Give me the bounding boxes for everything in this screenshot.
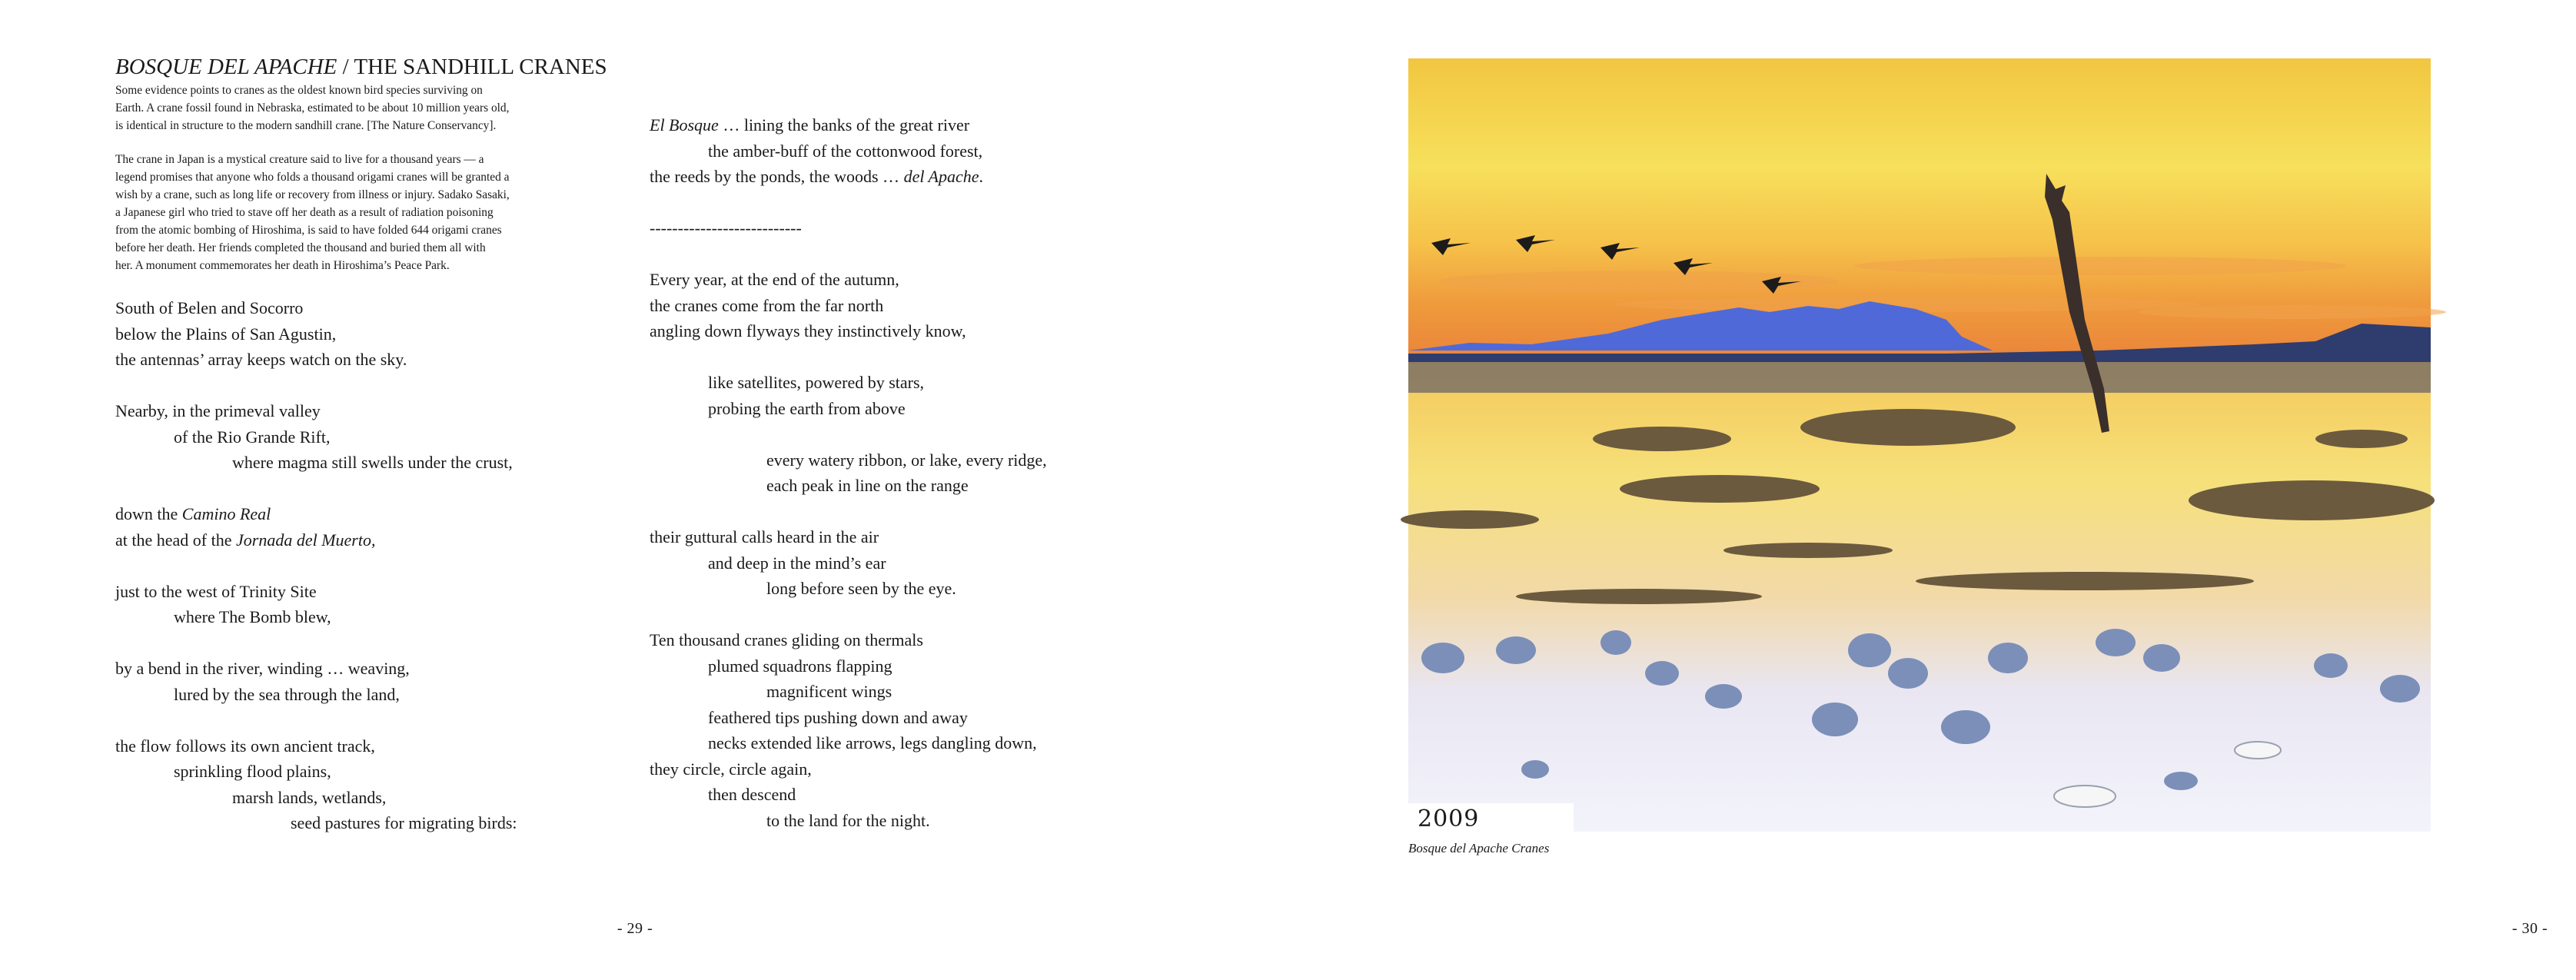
- stanza-break: [650, 602, 1188, 628]
- stanza-break: [650, 190, 1188, 216]
- poem-line: every watery ribbon, or lake, every ridge,: [766, 450, 1047, 470]
- stanza-break: [115, 630, 653, 656]
- poem-line: where The Bomb blew,: [174, 607, 331, 626]
- stanza-break: [650, 241, 1188, 267]
- poem-column-1: [115, 295, 653, 836]
- left-page: [0, 0, 1268, 980]
- poem-line: below the Plains of San Agustin,: [115, 324, 337, 344]
- page-number-right: - 30 -: [2511, 920, 2548, 937]
- intro-line: wish by a crane, such as long life or recovery from illness or injury. Sadako Sasaki,: [115, 188, 510, 201]
- stanza-break: [115, 476, 653, 502]
- intro-line: before her death. Her friends completed the thousand and buried them all with: [115, 241, 486, 254]
- poem-line: angling down flyways they instinctively know,: [650, 321, 966, 341]
- poem-line: the antennas’ array keeps watch on the sky.: [115, 350, 407, 369]
- poem-line: just to the west of Trinity Site: [115, 581, 317, 601]
- poem-italic-text: Camino Real: [181, 504, 271, 523]
- poem-column-2: [650, 112, 1188, 833]
- stanza-break: [115, 373, 653, 399]
- poem-line: and deep in the mind’s ear: [708, 553, 886, 573]
- poem-line: long before seen by the eye.: [766, 579, 956, 598]
- poem-line: where magma still swells under the crust,: [232, 453, 513, 472]
- stanza-break: [650, 421, 1188, 447]
- intro-line: Some evidence points to cranes as the oldest known bird species surviving on: [115, 84, 483, 97]
- intro-line: is identical in structure to the modern sandhill crane. [The Nature Conservancy].: [115, 119, 497, 132]
- poem-line: the cranes come from the far north: [650, 295, 884, 315]
- right-page: [1268, 0, 2548, 980]
- poem-line: the flow follows its own ancient track,: [115, 736, 375, 756]
- poem-text: the reeds by the ponds, the woods …: [650, 167, 904, 186]
- section-divider: ---------------------------: [650, 218, 802, 238]
- stanza-break: [115, 707, 653, 733]
- poem-text: at the head of the: [115, 530, 236, 550]
- page-title: [115, 54, 607, 80]
- poem-line: by a bend in the river, winding … weaving,: [115, 659, 410, 678]
- intro-line: a Japanese girl who tried to stave off her death as a result of radiation poisoning: [115, 206, 494, 219]
- poem-line: [650, 112, 1188, 138]
- poem-italic-text: El Bosque: [650, 115, 719, 135]
- poem-line: then descend: [708, 785, 796, 804]
- poem-line: probing the earth from above: [708, 398, 906, 418]
- poem-line: [115, 527, 653, 553]
- poem-line: of the Rio Grande Rift,: [174, 427, 331, 447]
- year-label-box: [1408, 803, 1574, 834]
- intro-line: from the atomic bombing of Hiroshima, is said to have folded 644 origami cranes: [115, 224, 502, 237]
- painting-caption: Bosque del Apache Cranes: [1408, 841, 1550, 855]
- poem-line: seed pastures for migrating birds:: [291, 813, 517, 832]
- intro-line: her. A monument commemorates her death in Hiroshima’s Peace Park.: [115, 259, 450, 272]
- poem-line: Every year, at the end of the autumn,: [650, 270, 899, 289]
- painting-year: 2009: [1418, 806, 1480, 832]
- far-shore: [1408, 362, 2431, 393]
- poem-line: Ten thousand cranes gliding on thermals: [650, 630, 923, 649]
- title-sub: THE SANDHILL CRANES: [354, 55, 607, 79]
- poem-line: [650, 164, 1188, 190]
- poem-line: feathered tips pushing down and away: [708, 707, 968, 727]
- intro-line: Earth. A crane fossil found in Nebraska, estimated to be about 10 million years old,: [115, 101, 510, 115]
- poem-line: each peak in line on the range: [766, 476, 969, 495]
- poem-line: South of Belen and Socorro: [115, 298, 304, 317]
- stanza-break: [650, 344, 1188, 370]
- painting-bosque-del-apache-cranes: [1408, 58, 2431, 832]
- title-main: BOSQUE DEL APACHE: [115, 55, 337, 79]
- stanza-break: [115, 553, 653, 579]
- page-number-left: - 29 -: [617, 920, 653, 937]
- intro-paragraph-1: [115, 81, 607, 135]
- title-separator: /: [337, 55, 354, 79]
- intro-line: legend promises that anyone who folds a thousand origami cranes will be granted a: [115, 171, 510, 184]
- poem-line: necks extended like arrows, legs dangling down,: [708, 733, 1037, 752]
- poem-line: Nearby, in the primeval valley: [115, 401, 321, 420]
- poem-line: they circle, circle again,: [650, 759, 812, 779]
- poem-text: … lining the banks of the great river: [718, 115, 970, 135]
- poem-line: lured by the sea through the land,: [174, 684, 400, 704]
- poem-line: sprinkling flood plains,: [174, 762, 331, 781]
- poem-line: to the land for the night.: [766, 810, 930, 830]
- poem-text: down the: [115, 504, 182, 523]
- poem-line: their guttural calls heard in the air: [650, 527, 879, 546]
- poem-line: the amber-buff of the cottonwood forest,: [708, 141, 983, 161]
- poem-line: [115, 501, 653, 527]
- poem-text: .: [979, 167, 984, 186]
- stanza-break: [650, 499, 1188, 525]
- poem-italic-text: del Apache: [903, 167, 979, 186]
- poem-line: magnificent wings: [766, 682, 892, 701]
- poem-line: like satellites, powered by stars,: [708, 373, 925, 392]
- intro-paragraph-2: [115, 151, 607, 274]
- poem-italic-text: Jornada del Muerto,: [236, 530, 376, 550]
- poem-line: marsh lands, wetlands,: [232, 787, 387, 807]
- intro-line: The crane in Japan is a mystical creature said to live for a thousand years — a: [115, 153, 484, 166]
- poem-line: plumed squadrons flapping: [708, 656, 892, 676]
- painting-svg: [1408, 58, 2431, 832]
